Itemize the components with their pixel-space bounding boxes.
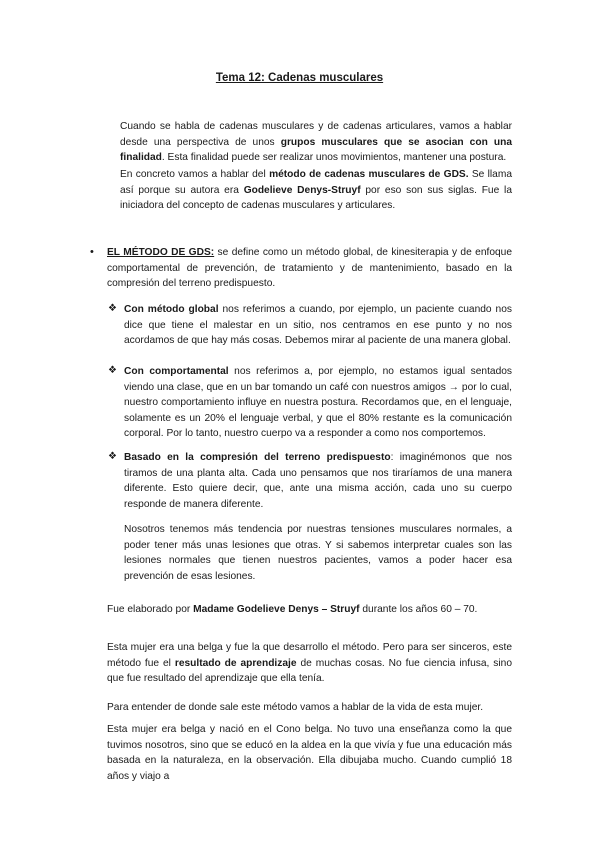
text-span: de muchas cosas. No fue ciencia infusa, sino que fue resultado del aprendizaje que ella tenía. [107, 657, 512, 685]
text-span: : imaginémonos que nos tiramos de una planta alta. Cada uno pensamos que nos tiraríamos de una manera diferente. Esto quiere decir, que, ante una misma acción, cada uno su cuerpo responde de manera diferente. [124, 452, 512, 510]
biography-paragraph: Esta mujer era belga y nació en el Cono belga. No tuvo una enseñanza como la que tuvimos nosotros, sino que se educó en la aldea en la que vivía y fue una educación más basada en la naturaleza, en la observación. Ella dibujaba mucho. Cuando cumplió 18 años y viajo a [107, 724, 512, 782]
text-span: Cuando se habla de cadenas musculares y de cadenas articulares, vamos a hablar desde una perspectiva de unos [120, 121, 512, 148]
diamond-bullet-icon: ❖ [108, 365, 117, 376]
bullet-label: EL MÉTODO DE GDS: [107, 247, 215, 258]
belgian-woman-paragraph [107, 640, 512, 687]
text-span: por eso son sus siglas. Fue la iniciadora del concepto de cadenas musculares y articulares. [120, 184, 512, 212]
text-span: Fue elaborado por [107, 604, 194, 615]
text-span: durante los años 60 – 70. [359, 604, 478, 615]
terrain-item [124, 450, 512, 512]
item-label: Con método global [124, 304, 219, 315]
item-label: Basado en la compresión del terreno predispuesto [124, 452, 391, 463]
bold-span: método de cadenas musculares de GDS. [269, 169, 469, 180]
text-span: se define como un método global, de kinesiterapia y de enfoque comportamental de prevención, de tratamiento y de mantenimiento, basado en la compresión del terreno predispuesto. [107, 247, 512, 290]
bold-span: Godelieve Denys-Struyf [243, 184, 361, 196]
text-span: Esta mujer era una belga y fue la que desarrollo el método. Pero para ser sinceros, este método fue el [107, 642, 512, 669]
text-span: nos referimos a, por ejemplo, no estamos igual sentados viendo una clase, que en un bar tomando un café con nuestros amigos → por lo cual, nuestro comportamiento influye en nuestra postura. Recordamos que, en el lenguaje, solamente es un 20% el lenguaje verbal, y que el 80% restante es la comunicación corporal. Por lo tanto, nuestro cuerpo va a responder a como nos comportemos. [124, 366, 512, 440]
gds-intro-paragraph [120, 167, 512, 214]
bold-span: resultado de aprendizaje [174, 657, 297, 669]
life-intro-paragraph: Para entender de donde sale este método vamos a hablar de la vida de esta mujer. [107, 702, 484, 713]
text-span: . Esta finalidad puede ser realizar unos movimientos, mantener una postura. [161, 152, 507, 164]
bold-span: grupos musculares que se asocian con una finalidad [120, 136, 512, 164]
text-span: nos referimos a cuando, por ejemplo, un paciente cuando nos dice que tiene el malestar en un sitio, nos centramos en ese punto y no nos acordamos de que hay más cosas. Debemos mirar al paciente de una manera global. [124, 304, 512, 347]
diamond-bullet-icon: ❖ [108, 303, 117, 314]
elaboration-paragraph [107, 602, 512, 618]
bold-span: Madame Godelieve Denys – Struyf [193, 604, 360, 615]
page-title: Tema 12: Cadenas musculares [215, 72, 384, 84]
gds-method-bullet [107, 245, 512, 292]
text-span: Se llama así porque su autora era [120, 169, 512, 196]
diamond-bullet-icon: ❖ [108, 451, 117, 462]
global-method-item [124, 302, 512, 349]
intro-paragraph [120, 119, 512, 166]
tensions-paragraph: Nosotros tenemos más tendencia por nuestras tensiones musculares normales, a poder tener más unas lesiones que otras. Y si sabemos interpretar cuales son las lesiones normales que tienen nuestros pacientes, vamos a poder hacer esa prevención de esas lesiones. [124, 524, 512, 582]
item-label: Con comportamental [124, 366, 229, 377]
bullet-icon: • [90, 246, 94, 258]
behavioral-item [124, 364, 512, 442]
text-span: En concreto vamos a hablar del [120, 169, 270, 180]
